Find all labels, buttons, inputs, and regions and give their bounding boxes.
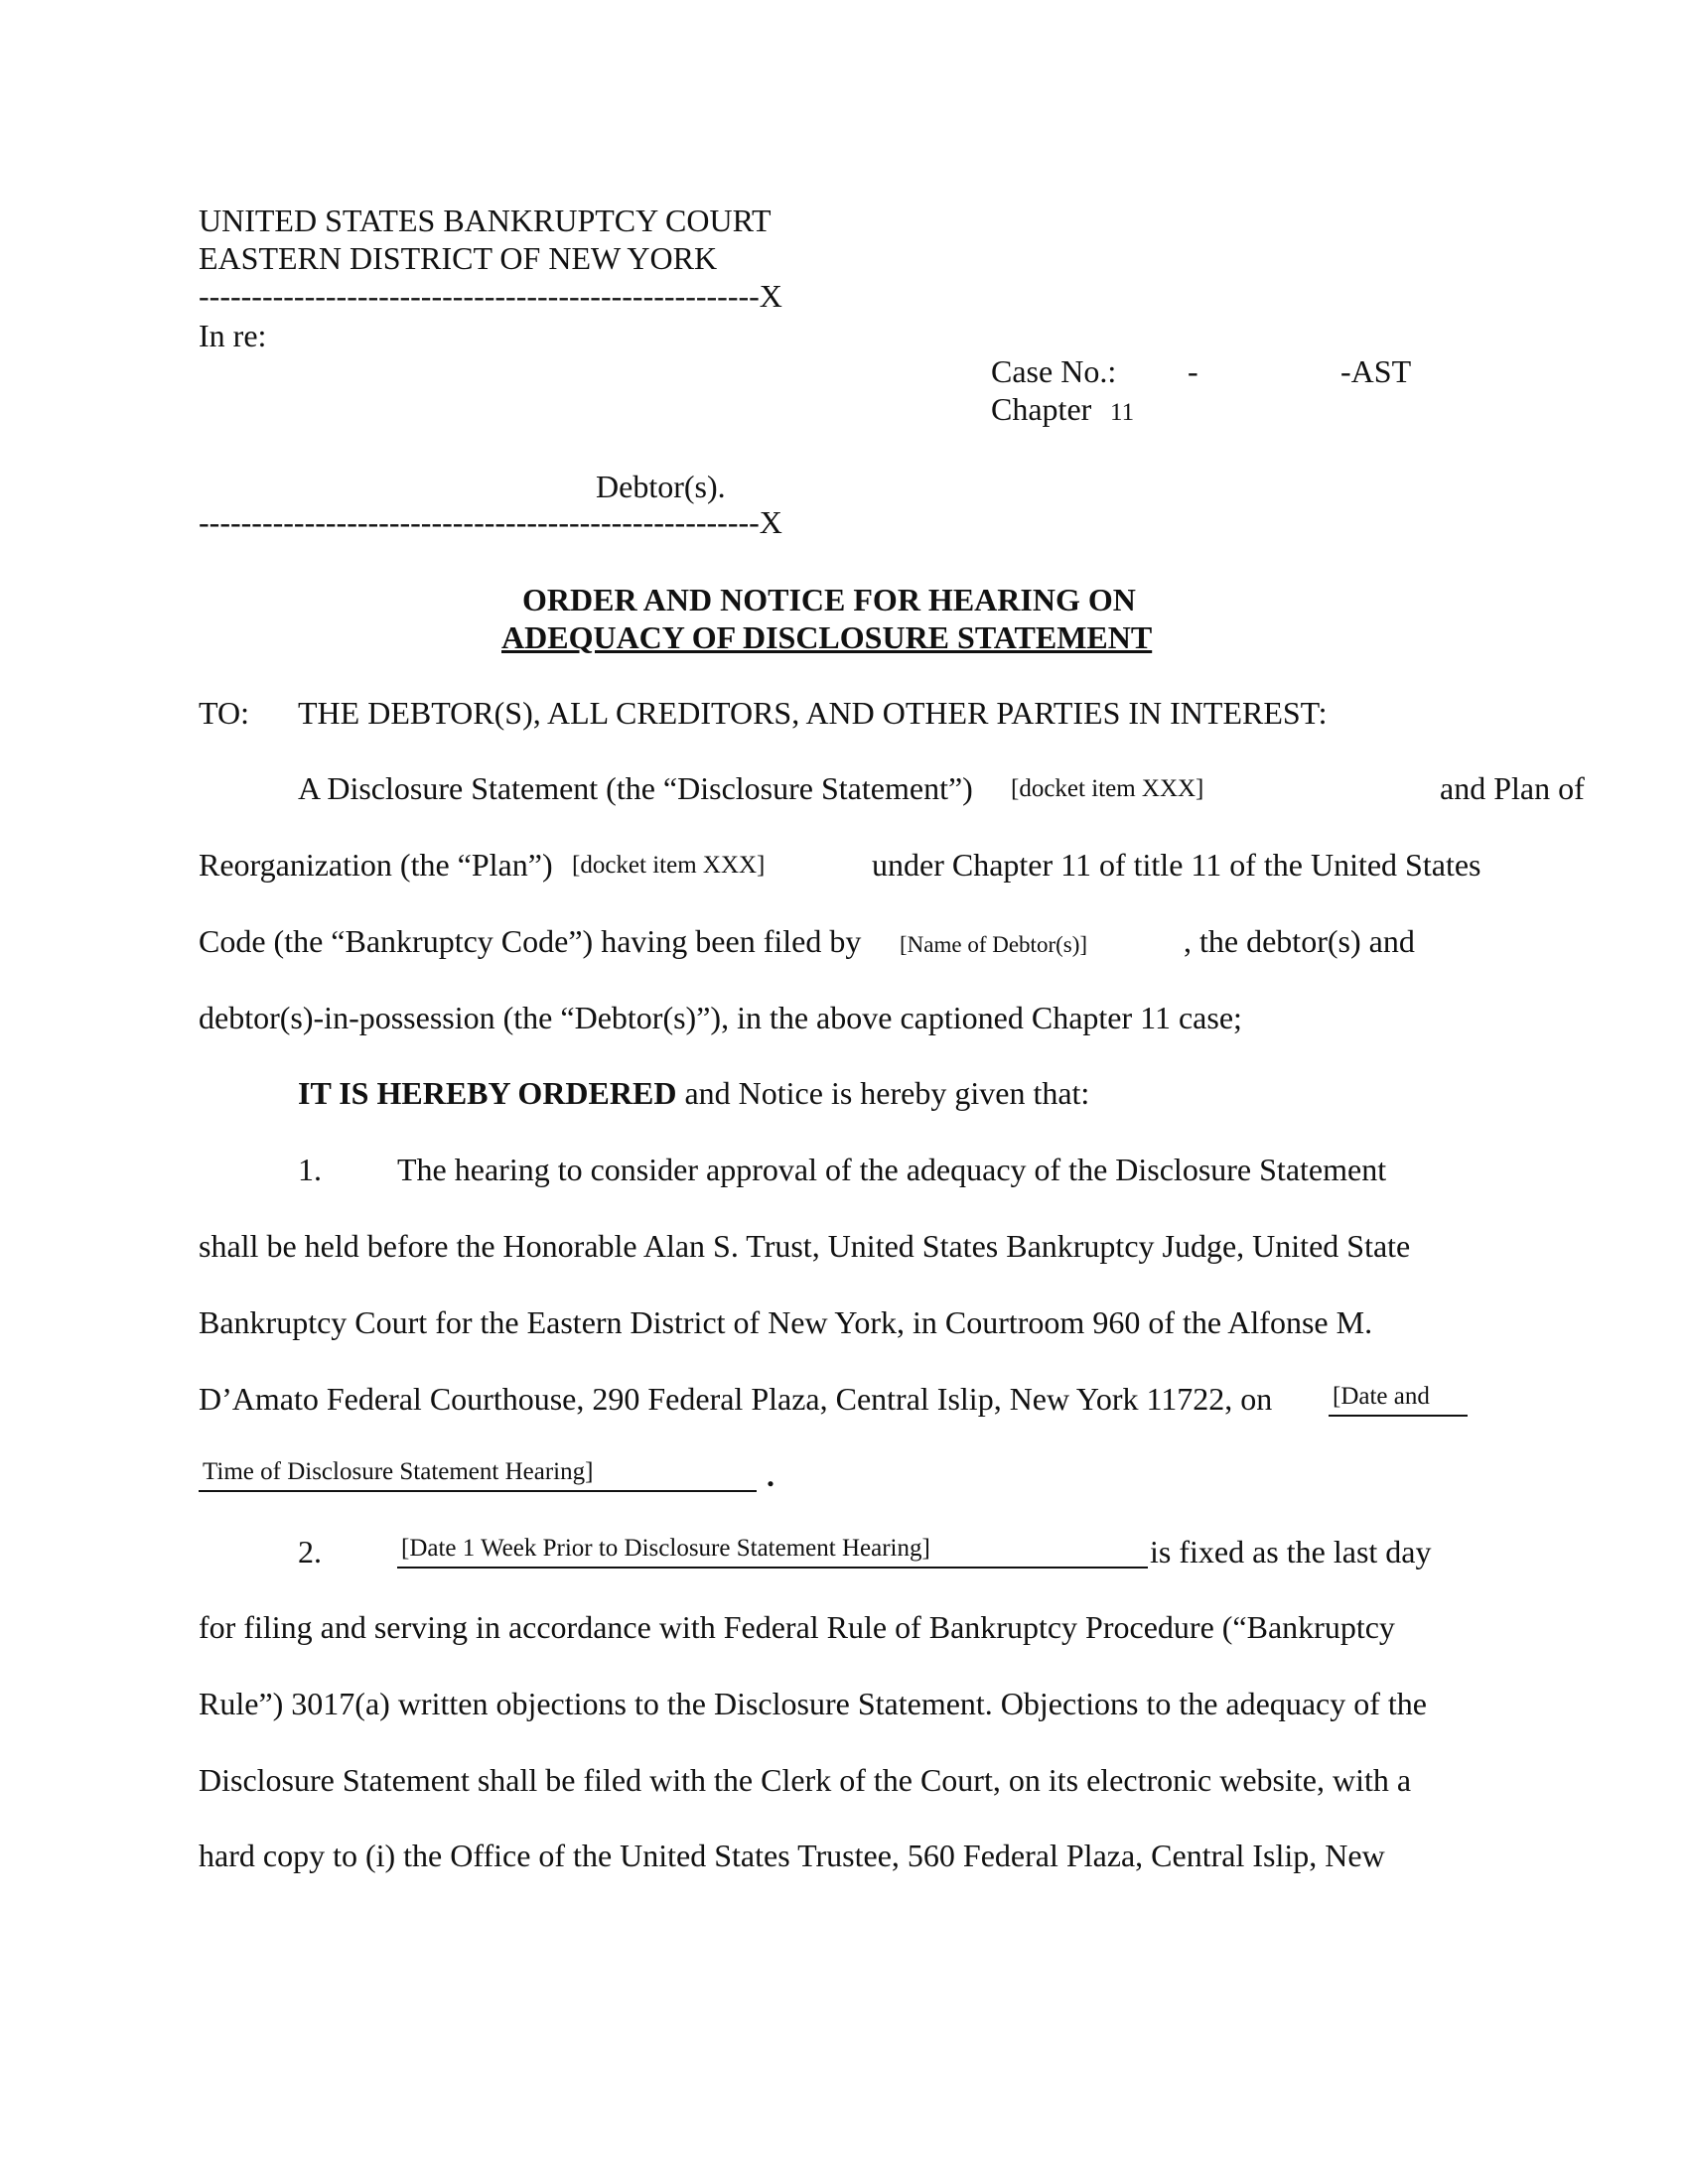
- intro-line3-end: , the debtor(s) and: [1184, 923, 1415, 959]
- court-district: EASTERN DISTRICT OF NEW YORK: [199, 240, 718, 276]
- order-statement: [298, 1077, 1089, 1109]
- para2-line3: Rule”) 3017(a) written objections to the Disclosure Statement. Objections to the adequacy of the: [199, 1686, 1427, 1721]
- caption-divider-bottom: -----------------------------------------------------X: [199, 504, 782, 540]
- order-statement-rest: and Notice is hereby given that:: [684, 1075, 1090, 1111]
- para1-line3: Bankruptcy Court for the Eastern District of New York, in Courtroom 960 of the Alfonse M.: [199, 1304, 1373, 1340]
- intro-line1-end: and Plan of: [1440, 770, 1585, 806]
- hearing-date-field-a[interactable]: [Date and: [1333, 1383, 1430, 1410]
- para1-number: 1.: [298, 1152, 322, 1187]
- intro-line1-text: A Disclosure Statement (the “Disclosure Statement”): [298, 770, 973, 806]
- order-title-line1: ORDER AND NOTICE FOR HEARING ON: [522, 582, 1136, 617]
- chapter-number: 11: [1110, 399, 1135, 426]
- para1-line4: D’Amato Federal Courthouse, 290 Federal Plaza, Central Islip, New York 11722, on: [199, 1381, 1273, 1417]
- caption-divider-top: -----------------------------------------------------X: [199, 278, 782, 314]
- para2-line2: for filing and serving in accordance with Federal Rule of Bankruptcy Procedure (“Bankruptcy: [199, 1609, 1395, 1645]
- objection-deadline-field[interactable]: [Date 1 Week Prior to Disclosure Statement Hearing]: [401, 1535, 930, 1562]
- debtor-name-field[interactable]: [Name of Debtor(s)]: [900, 932, 1088, 957]
- hearing-date-underline-a: [1329, 1415, 1468, 1417]
- case-no-label: Case No.:: [991, 353, 1117, 389]
- intro-line2-end: under Chapter 11 of title 11 of the United States: [872, 847, 1481, 883]
- para2-line1-end: is fixed as the last day: [1150, 1534, 1432, 1570]
- debtors-label: Debtor(s).: [596, 469, 726, 504]
- case-no-dash: -: [1188, 353, 1198, 389]
- para2-line5: hard copy to (i) the Office of the United States Trustee, 560 Federal Plaza, Central Islip, New: [199, 1838, 1385, 1873]
- to-label: TO:: [199, 695, 249, 731]
- order-statement-bold: IT IS HEREBY ORDERED: [298, 1075, 677, 1111]
- hearing-date-field-b[interactable]: Time of Disclosure Statement Hearing]: [203, 1458, 594, 1485]
- docket-item-field-disclosure[interactable]: [docket item XXX]: [1011, 775, 1204, 802]
- para1-line1: The hearing to consider approval of the adequacy of the Disclosure Statement: [397, 1152, 1387, 1187]
- chapter-label: Chapter: [991, 391, 1092, 427]
- case-no-suffix: -AST: [1340, 353, 1412, 389]
- para1-period: .: [767, 1457, 774, 1493]
- hearing-date-underline-b: [199, 1490, 757, 1492]
- to-recipients: THE DEBTOR(S), ALL CREDITORS, AND OTHER PARTIES IN INTEREST:: [298, 695, 1328, 731]
- court-name: UNITED STATES BANKRUPTCY COURT: [199, 203, 772, 238]
- intro-line4-text: debtor(s)-in-possession (the “Debtor(s)”), in the above captioned Chapter 11 case;: [199, 1000, 1242, 1035]
- order-title-line2: ADEQUACY OF DISCLOSURE STATEMENT: [501, 619, 1153, 655]
- para2-number: 2.: [298, 1534, 322, 1570]
- para1-line2: shall be held before the Honorable Alan S. Trust, United States Bankruptcy Judge, United State: [199, 1228, 1411, 1264]
- intro-line3-text: Code (the “Bankruptcy Code”) having been filed by: [199, 923, 862, 959]
- docket-item-field-plan[interactable]: [docket item XXX]: [572, 852, 766, 879]
- in-re-label: In re:: [199, 318, 267, 353]
- objection-deadline-underline: [397, 1567, 1148, 1569]
- intro-line2-text: Reorganization (the “Plan”): [199, 847, 553, 883]
- para2-line4: Disclosure Statement shall be filed with the Clerk of the Court, on its electronic website, with a: [199, 1762, 1412, 1798]
